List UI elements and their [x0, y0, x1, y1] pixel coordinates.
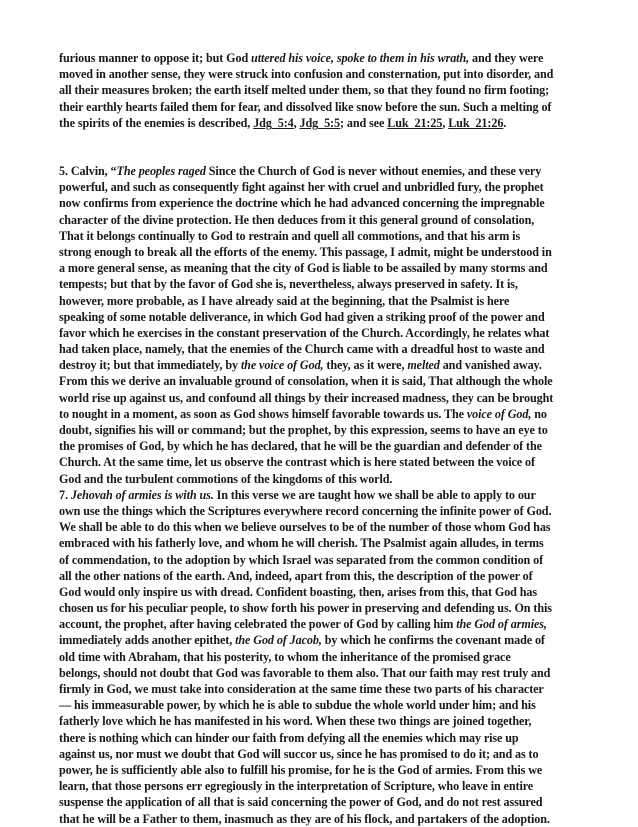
text-line: had taken place, namely, that the enemies of the Church came with a dreadful host to waste and [59, 342, 545, 357]
text-line: destroy it; but that immediately, by the voice of God, they, as it were, melted and vanished away. [59, 358, 542, 373]
text-line: moved in another sense, they were struck into confusion and consternation, put into disorder, and [59, 67, 554, 82]
text-line: furious manner to oppose it; but God uttered his voice, spoke to them in his wrath, and they were [59, 51, 544, 65]
text-line: their earthly hearts failed them for fear, and dissolved like snow before the sun. Such a melting of [59, 99, 552, 114]
text-line: learn, that those persons err egregiously in the interpretation of Scripture, who leave in entire [59, 779, 534, 794]
text-line: God would only inspire us with dread. Confident boasting, then, arises from this, that God has [59, 584, 538, 599]
text-line: doubt, signifies his will or command; but the prophet, by this expression, seems to have an eye to [59, 423, 548, 437]
text-line: all their measures broken; the earth itself melted under them, so that they found no firm footing; [59, 83, 550, 98]
text-line: now confirms from experience the doctrine which he had advanced concerning the impregnable [59, 196, 545, 211]
text-line: account, the prophet, after having celebrated the power of God by calling him the God of armies, [59, 617, 547, 632]
text-line: suspense the application of all that is said concerning the power of God, and do not rest assured [59, 795, 543, 810]
scripture-link-jdg-5-5[interactable]: Jdg_5:5 [299, 115, 340, 130]
text-line: there is nothing which can hinder our faith from defying all the enemies which may rise up [59, 730, 519, 745]
text-line: — his immeasurable power, by which he is able to subdue the whole world under him; and his [59, 698, 536, 713]
text-line: powerful, and such as consequently fight against her with cruel and unbridled fury, the prophet [59, 180, 544, 195]
text-line: the promises of God, by which he has declared, that he will be the guardian and defender of the [59, 439, 542, 454]
text-line: that he will be a Father to them, inasmuch as they are of his flock, and partakers of the adoption. [59, 811, 550, 826]
text-line: a more general sense, as meaning that the city of God is liable to be assailed by many storms and [59, 261, 548, 276]
text-line: We shall be able to do this when we believe ourselves to be of the number of those whom God has [59, 520, 551, 535]
text-line: 5. Calvin, “The peoples raged Since the Church of God is never without enemies, and these very [59, 164, 542, 178]
text-line: all the other nations of the earth. And, indeed, apart from this, the description of the power of [59, 568, 533, 583]
scripture-link-jdg-5-4[interactable]: Jdg_5:4 [253, 115, 294, 130]
text-line: embraced with his fatherly love, and whom he will cherish. The Psalmist again alludes, in terms [59, 536, 544, 551]
text-line: however, more probable, as I have already said at the beginning, that the Psalmist is here [59, 293, 510, 308]
text-line: favor which he exercises in the constant preservation of the Church. Accordingly, he relates what [59, 325, 550, 340]
scripture-link-luk-21-26[interactable]: Luk_21:26 [448, 115, 504, 130]
text-line: Church. At the same time, let us observe the contrast which is here stated between the voice of [59, 455, 535, 470]
text-line: own use the things which the Scriptures everywhere record concerning the infinite power of God. [59, 503, 552, 518]
text-line: speaking of some notable deliverance, in which God had given a striking proof of the power and [59, 309, 545, 324]
text-line: That it belongs continually to God to restrain and quell all commotions, and that his arm is [59, 228, 521, 243]
text-line: chosen us for his peculiar people, to show forth his power in preserving and defending us. On this [59, 601, 552, 616]
text-line: belongs, should not doubt that God was favorable to them also. That our faith may rest truly and [59, 665, 551, 680]
text-line: old time with Abraham, that his posterity, to whom the inheritance of the promised grace [59, 649, 511, 664]
text-line: world rise up against us, and confound all things by their increased madness, they can be brought [59, 390, 554, 405]
text-line: God and the turbulent commotions of the kingdoms of this world. [59, 471, 393, 486]
text-line: character of the divine protection. He then deduces from it this general ground of consolation, [59, 212, 535, 227]
text-line: against us, nor must we doubt that God will succor us, since he has promised to do it; and as to [59, 746, 539, 761]
paragraph-1 [59, 50, 586, 131]
text-line: strong enough to break all the efforts of the enemy. This passage, I admit, might be understood in [59, 244, 552, 259]
text-line: of commendation, to the adoption by which Israel was separated from the common condition of [59, 552, 544, 567]
text-line: tempests; but that by the favor of God she is, nevertheless, always preserved in safety. It is, [59, 277, 518, 292]
paragraph-2 [59, 163, 586, 827]
text-line: power, he is sufficiently able also to fulfill his promise, for he is the God of armies. From this we [59, 762, 543, 777]
text-line: the spirits of the enemies is described, Jdg_5:4, Jdg_5:5; and see Luk_21:25, Luk_21:26. [59, 115, 507, 130]
text-line: immediately adds another epithet, the God of Jacob, by which he confirms the covenant made of [59, 633, 545, 648]
text-line: fatherly love which he has manifested in his word. When these two things are joined together, [59, 714, 532, 729]
text-line: to nought in a moment, as soon as God shows himself favorable towards us. The voice of God, no [59, 406, 547, 421]
text-line: firmly in God, we must take into consideration at the same time these two parts of his character [59, 682, 544, 696]
text-line: 7. Jehovah of armies is with us. In this verse we are taught how we shall be able to apply to our [59, 487, 536, 502]
text-line: From this we derive an invaluable ground of consolation, when it is said, That although the whole [59, 374, 553, 389]
scripture-link-luk-21-25[interactable]: Luk_21:25 [387, 115, 443, 130]
